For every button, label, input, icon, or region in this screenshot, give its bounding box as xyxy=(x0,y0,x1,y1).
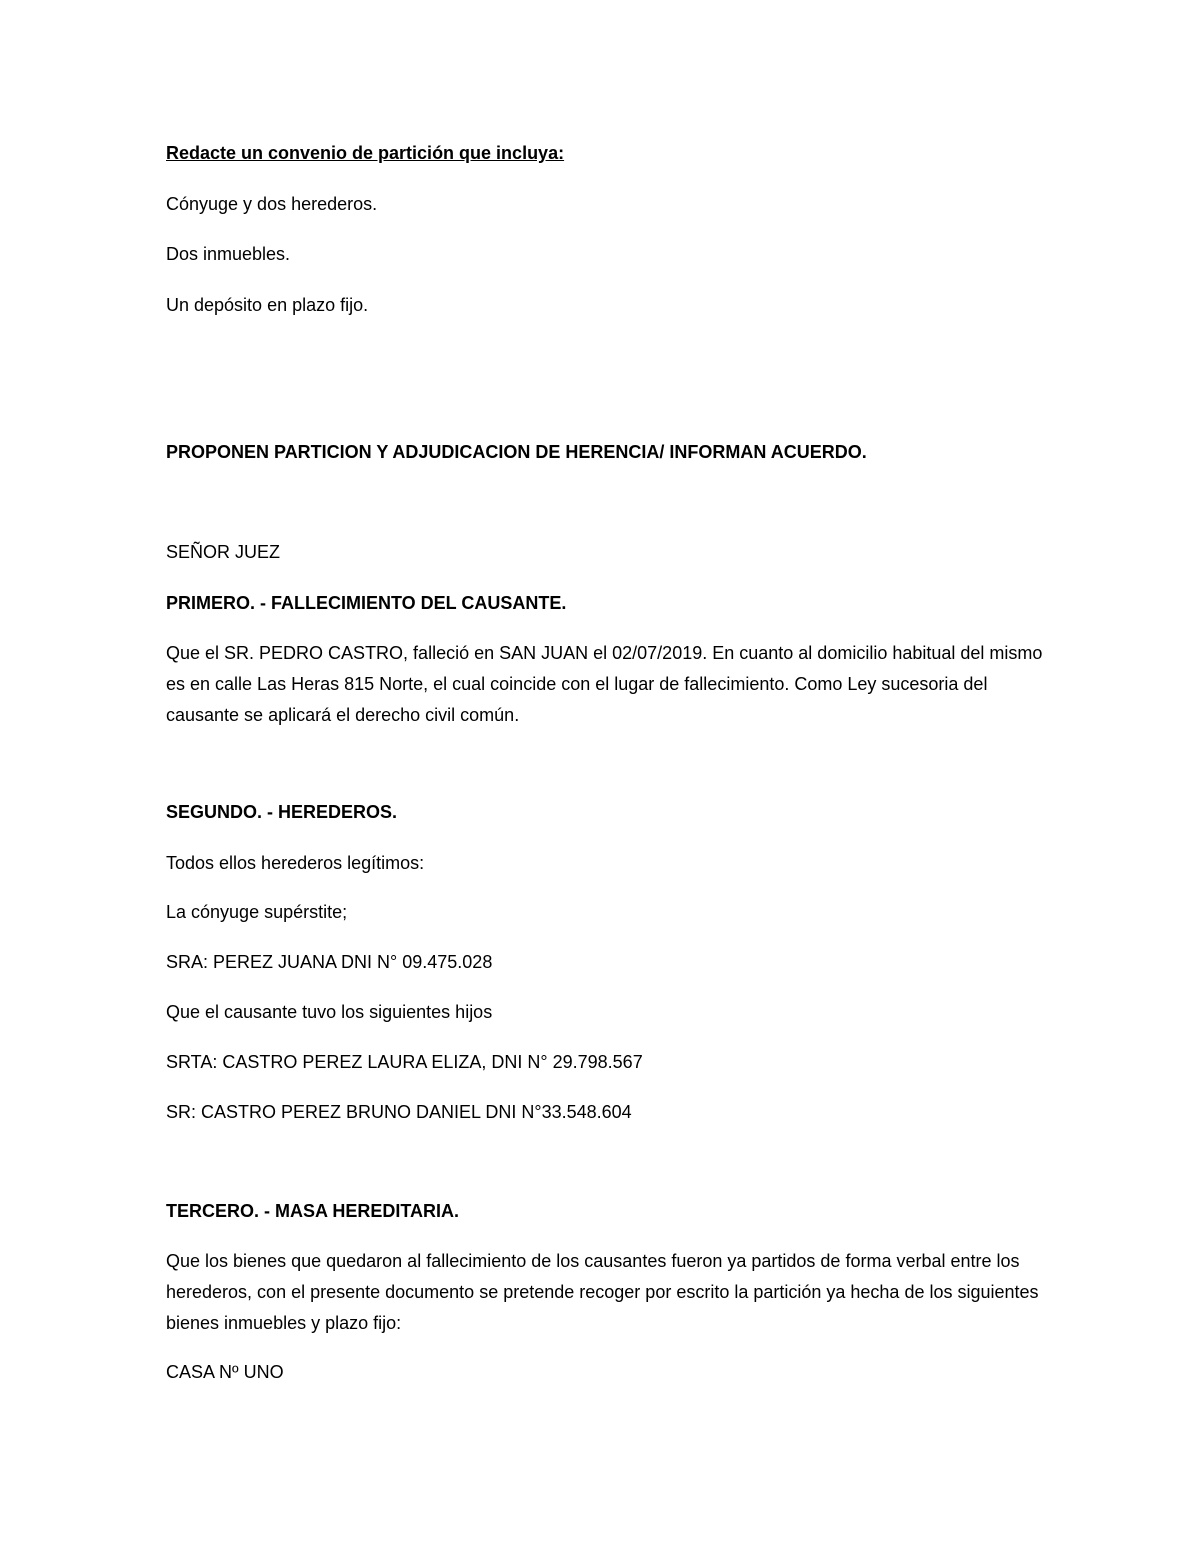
instructions-title: Redacte un convenio de partición que incluya: xyxy=(166,143,565,163)
section-tercero-body: Que los bienes que quedaron al fallecimiento de los causantes fueron ya partidos de forma verbal entre los herederos, con el presente documento se pretende recoger por escrito la partición ya hecha de los siguientes bienes inmuebles y plazo fijo: xyxy=(166,1251,1039,1333)
segundo-line: SR: CASTRO PEREZ BRUNO DANIEL DNI N°33.548.604 xyxy=(166,1102,632,1122)
section-primero-body: Que el SR. PEDRO CASTRO, falleció en SAN JUAN el 02/07/2019. En cuanto al domicilio habitual del mismo es en calle Las Heras 815 Norte, el cual coincide con el lugar de fallecimiento. Como Ley sucesoria del causante se aplicará el derecho civil común. xyxy=(166,643,1043,725)
section-segundo-title: SEGUNDO. - HEREDEROS. xyxy=(166,802,398,822)
salutation: SEÑOR JUEZ xyxy=(166,542,281,562)
instruction-item: Dos inmuebles. xyxy=(166,244,291,264)
segundo-line: Todos ellos herederos legítimos: xyxy=(166,853,425,873)
section-tercero-title: TERCERO. - MASA HEREDITARIA. xyxy=(166,1201,460,1221)
instruction-item: Un depósito en plazo fijo. xyxy=(166,295,369,315)
segundo-line: SRA: PEREZ JUANA DNI N° 09.475.028 xyxy=(166,952,493,972)
section-tercero-sub: CASA Nº UNO xyxy=(166,1362,284,1382)
instruction-item: Cónyuge y dos herederos. xyxy=(166,194,378,214)
segundo-line: La cónyuge supérstite; xyxy=(166,902,348,922)
segundo-line: Que el causante tuvo los siguientes hijos xyxy=(166,1002,493,1022)
document-heading: PROPONEN PARTICION Y ADJUDICACION DE HERENCIA/ INFORMAN ACUERDO. xyxy=(166,442,867,462)
section-primero-title: PRIMERO. - FALLECIMIENTO DEL CAUSANTE. xyxy=(166,593,567,613)
segundo-line: SRTA: CASTRO PEREZ LAURA ELIZA, DNI N° 29.798.567 xyxy=(166,1052,643,1072)
